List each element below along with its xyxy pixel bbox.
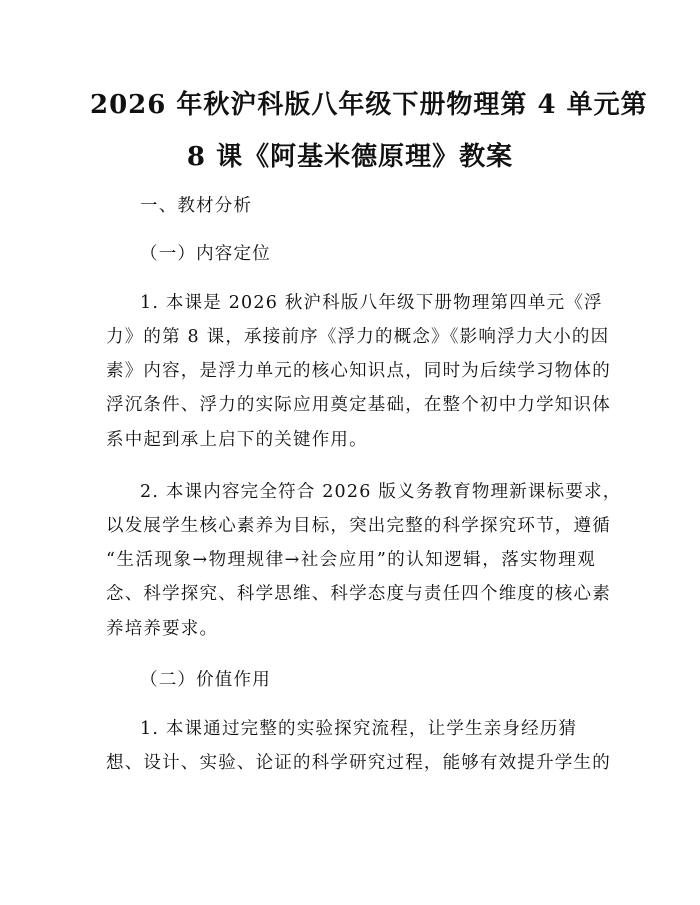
document-title-line-2: 8 课《阿基米德原理》教案 — [186, 142, 514, 172]
document-title-line-1: 2026 年秋沪科版八年级下册物理第 4 单元第 — [90, 90, 648, 120]
paragraph-2-line-5: 养培养要求。 — [106, 619, 219, 639]
subsection-heading-content-positioning: （一）内容定位 — [140, 244, 271, 264]
paragraph-1-line-2: 力》的第 8 课，承接前序《浮力的概念》《影响浮力大小的因 — [106, 327, 610, 347]
paragraph-1-line-5: 系中起到承上启下的关键作用。 — [106, 430, 368, 450]
paragraph-2-line-4: 念、科学探究、科学思维、科学态度与责任四个维度的核心素 — [106, 584, 611, 604]
paragraph-3-line-1: 1. 本课通过完整的实验探究流程，让学生亲身经历猜 — [140, 719, 578, 739]
paragraph-2-line-3: “生活现象→物理规律→社会应用”的认知逻辑，落实物理观 — [106, 550, 596, 570]
subsection-heading-value-role: （二）价值作用 — [140, 670, 271, 690]
section-heading-textbook-analysis: 一、教材分析 — [140, 196, 253, 216]
paragraph-1-line-3: 素》内容，是浮力单元的核心知识点，同时为后续学习物体的 — [106, 361, 611, 381]
paragraph-1-line-1: 1. 本课是 2026 秋沪科版八年级下册物理第四单元《浮 — [140, 293, 603, 313]
paragraph-2-line-1: 2. 本课内容完全符合 2026 版义务教育物理新课标要求， — [140, 482, 622, 502]
paragraph-2-line-2: 以发展学生核心素养为目标，突出完整的科学探究环节，遵循 — [106, 516, 611, 536]
paragraph-1-line-4: 浮沉条件、浮力的实际应用奠定基础，在整个初中力学知识体 — [106, 395, 611, 415]
paragraph-3-line-2: 想、设计、实验、论证的科学研究过程，能够有效提升学生的 — [106, 753, 611, 773]
